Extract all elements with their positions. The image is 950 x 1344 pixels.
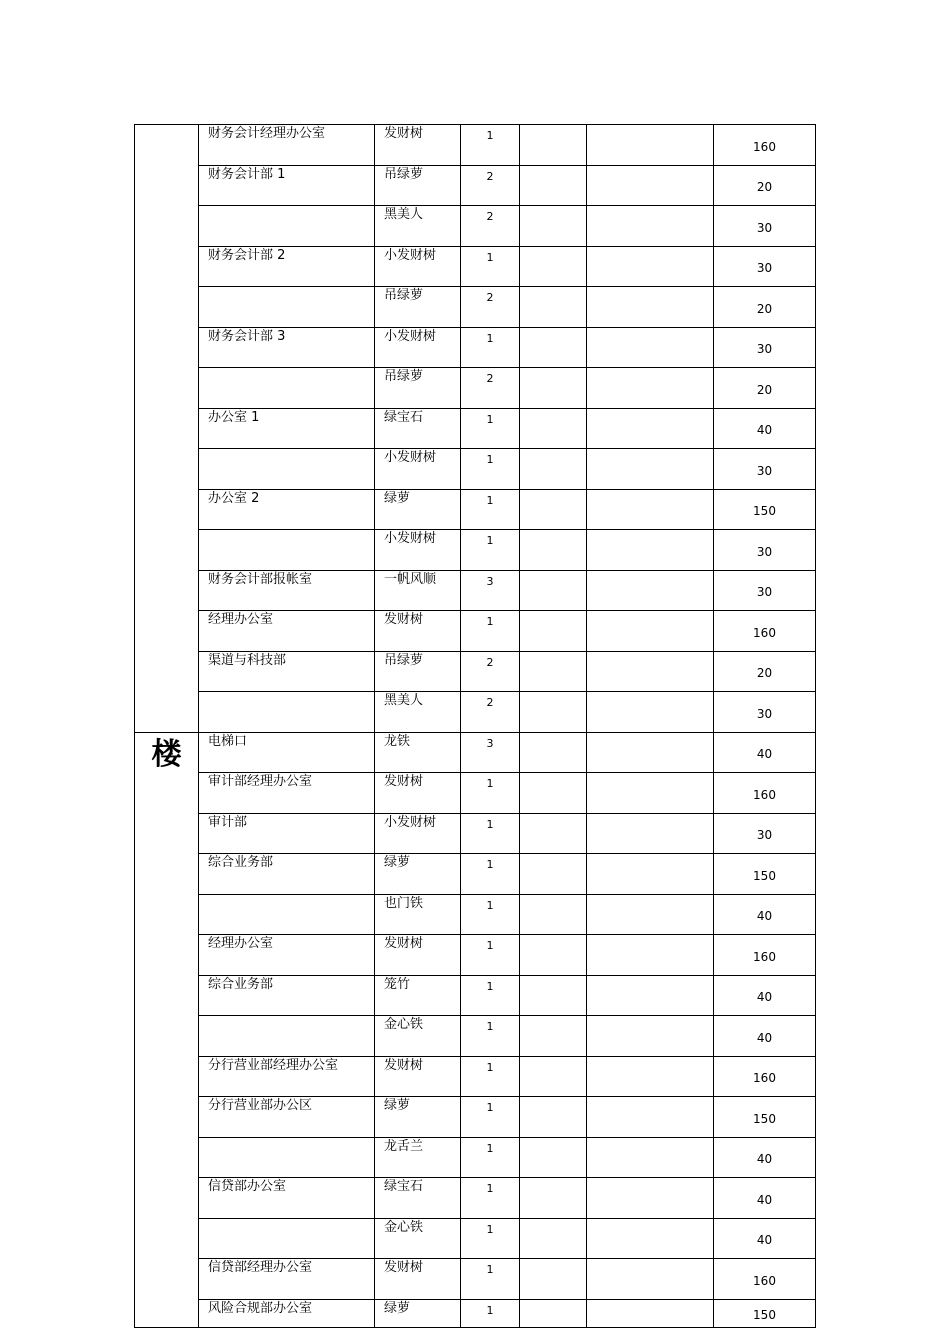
- price-cell: 30: [714, 813, 816, 854]
- plant-name-cell: 发财树: [375, 1056, 461, 1097]
- empty-cell: [587, 975, 714, 1016]
- table-row: [135, 894, 816, 935]
- table-row: [135, 935, 816, 976]
- price-cell: 150: [714, 854, 816, 895]
- empty-cell: [587, 1016, 714, 1057]
- price-cell: 160: [714, 1259, 816, 1300]
- empty-cell: [587, 368, 714, 409]
- plant-name-cell: 龙铁: [375, 732, 461, 773]
- plant-name-cell: 发财树: [375, 773, 461, 814]
- table-row: [135, 489, 816, 530]
- empty-cell: [520, 975, 587, 1016]
- empty-cell: [587, 1137, 714, 1178]
- table-row: [135, 206, 816, 247]
- table-row: [135, 1259, 816, 1300]
- plant-name-cell: 金心铁: [375, 1016, 461, 1057]
- empty-cell: [520, 165, 587, 206]
- table-row: [135, 611, 816, 652]
- quantity-cell: 1: [461, 489, 520, 530]
- price-cell: 40: [714, 408, 816, 449]
- quantity-cell: 2: [461, 287, 520, 328]
- empty-cell: [520, 1056, 587, 1097]
- location-cell: [199, 1137, 375, 1178]
- empty-cell: [587, 246, 714, 287]
- price-cell: 20: [714, 368, 816, 409]
- empty-cell: [520, 408, 587, 449]
- empty-cell: [520, 854, 587, 895]
- empty-cell: [520, 125, 587, 166]
- empty-cell: [520, 287, 587, 328]
- quantity-cell: 1: [461, 327, 520, 368]
- quantity-cell: 1: [461, 1056, 520, 1097]
- location-cell: 财务会计经理办公室: [199, 125, 375, 166]
- table-row: [135, 1218, 816, 1259]
- empty-cell: [520, 530, 587, 571]
- location-cell: 审计部: [199, 813, 375, 854]
- price-cell: 40: [714, 1218, 816, 1259]
- location-cell: 办公室 2: [199, 489, 375, 530]
- price-cell: 30: [714, 327, 816, 368]
- plant-name-cell: 黑美人: [375, 206, 461, 247]
- price-cell: 150: [714, 489, 816, 530]
- price-cell: 40: [714, 975, 816, 1016]
- plant-name-cell: 吊绿萝: [375, 287, 461, 328]
- location-cell: [199, 368, 375, 409]
- empty-cell: [587, 1218, 714, 1259]
- quantity-cell: 2: [461, 692, 520, 733]
- quantity-cell: 1: [461, 1299, 520, 1327]
- price-cell: 40: [714, 1016, 816, 1057]
- empty-cell: [520, 611, 587, 652]
- table-row: [135, 368, 816, 409]
- empty-cell: [587, 570, 714, 611]
- table-row: [135, 1299, 816, 1327]
- location-cell: [199, 206, 375, 247]
- location-cell: 办公室 1: [199, 408, 375, 449]
- plant-name-cell: 绿萝: [375, 1097, 461, 1138]
- plant-name-cell: 小发财树: [375, 813, 461, 854]
- quantity-cell: 1: [461, 813, 520, 854]
- empty-cell: [520, 246, 587, 287]
- plant-name-cell: 小发财树: [375, 449, 461, 490]
- plant-name-cell: 笼竹: [375, 975, 461, 1016]
- empty-cell: [587, 611, 714, 652]
- plant-name-cell: 小发财树: [375, 246, 461, 287]
- quantity-cell: 1: [461, 408, 520, 449]
- plant-table-body: [135, 125, 816, 1328]
- empty-cell: [520, 368, 587, 409]
- table-row: [135, 125, 816, 166]
- empty-cell: [520, 935, 587, 976]
- plant-name-cell: 绿萝: [375, 854, 461, 895]
- empty-cell: [520, 1299, 587, 1327]
- location-cell: 经理办公室: [199, 611, 375, 652]
- table-row: [135, 975, 816, 1016]
- quantity-cell: 1: [461, 1016, 520, 1057]
- location-cell: [199, 449, 375, 490]
- empty-cell: [587, 1178, 714, 1219]
- quantity-cell: 1: [461, 449, 520, 490]
- empty-cell: [587, 773, 714, 814]
- empty-cell: [520, 489, 587, 530]
- price-cell: 160: [714, 935, 816, 976]
- quantity-cell: 2: [461, 165, 520, 206]
- price-cell: 30: [714, 449, 816, 490]
- empty-cell: [520, 327, 587, 368]
- location-cell: 财务会计部 3: [199, 327, 375, 368]
- empty-cell: [520, 1016, 587, 1057]
- table-row: [135, 287, 816, 328]
- quantity-cell: 1: [461, 530, 520, 571]
- empty-cell: [587, 287, 714, 328]
- empty-cell: [587, 813, 714, 854]
- quantity-cell: 1: [461, 975, 520, 1016]
- plant-name-cell: 一帆风顺: [375, 570, 461, 611]
- price-cell: 160: [714, 1056, 816, 1097]
- floor-cell-upper: [135, 125, 199, 733]
- empty-cell: [587, 854, 714, 895]
- empty-cell: [587, 935, 714, 976]
- plant-name-cell: 绿宝石: [375, 1178, 461, 1219]
- price-cell: 40: [714, 1137, 816, 1178]
- empty-cell: [520, 813, 587, 854]
- table-row: [135, 692, 816, 733]
- price-cell: 160: [714, 773, 816, 814]
- table-row: [135, 327, 816, 368]
- table-row: [135, 530, 816, 571]
- empty-cell: [520, 449, 587, 490]
- empty-cell: [587, 489, 714, 530]
- table-row: [135, 449, 816, 490]
- location-cell: 审计部经理办公室: [199, 773, 375, 814]
- empty-cell: [520, 773, 587, 814]
- plant-table: [134, 124, 816, 1328]
- table-row: [135, 854, 816, 895]
- location-cell: [199, 530, 375, 571]
- plant-name-cell: 吊绿萝: [375, 165, 461, 206]
- table-row: [135, 773, 816, 814]
- quantity-cell: 1: [461, 125, 520, 166]
- quantity-cell: 3: [461, 732, 520, 773]
- location-cell: [199, 894, 375, 935]
- table-row: [135, 408, 816, 449]
- empty-cell: [587, 327, 714, 368]
- table-row: [135, 813, 816, 854]
- quantity-cell: 1: [461, 611, 520, 652]
- location-cell: 渠道与科技部: [199, 651, 375, 692]
- price-cell: 20: [714, 287, 816, 328]
- plant-name-cell: 吊绿萝: [375, 368, 461, 409]
- empty-cell: [520, 1097, 587, 1138]
- empty-cell: [520, 894, 587, 935]
- empty-cell: [520, 692, 587, 733]
- location-cell: 分行营业部经理办公室: [199, 1056, 375, 1097]
- empty-cell: [587, 894, 714, 935]
- empty-cell: [587, 1259, 714, 1300]
- empty-cell: [520, 1137, 587, 1178]
- location-cell: 财务会计部 1: [199, 165, 375, 206]
- plant-schedule-sheet: [134, 124, 815, 1322]
- empty-cell: [587, 1056, 714, 1097]
- price-cell: 30: [714, 206, 816, 247]
- quantity-cell: 1: [461, 1097, 520, 1138]
- location-cell: [199, 1016, 375, 1057]
- empty-cell: [587, 165, 714, 206]
- quantity-cell: 2: [461, 651, 520, 692]
- quantity-cell: 1: [461, 1137, 520, 1178]
- price-cell: 20: [714, 651, 816, 692]
- location-cell: 电梯口: [199, 732, 375, 773]
- location-cell: 综合业务部: [199, 975, 375, 1016]
- table-row: [135, 165, 816, 206]
- price-cell: 30: [714, 692, 816, 733]
- price-cell: 160: [714, 611, 816, 652]
- plant-name-cell: 小发财树: [375, 530, 461, 571]
- plant-name-cell: 发财树: [375, 611, 461, 652]
- table-row: [135, 1056, 816, 1097]
- location-cell: 信贷部经理办公室: [199, 1259, 375, 1300]
- table-row: [135, 1016, 816, 1057]
- table-row: [135, 570, 816, 611]
- location-cell: 风险合规部办公室: [199, 1299, 375, 1327]
- price-cell: 40: [714, 732, 816, 773]
- price-cell: 150: [714, 1097, 816, 1138]
- empty-cell: [520, 206, 587, 247]
- empty-cell: [587, 1097, 714, 1138]
- empty-cell: [520, 732, 587, 773]
- price-cell: 40: [714, 894, 816, 935]
- plant-name-cell: 发财树: [375, 1259, 461, 1300]
- location-cell: [199, 692, 375, 733]
- quantity-cell: 1: [461, 894, 520, 935]
- empty-cell: [520, 651, 587, 692]
- table-row: [135, 651, 816, 692]
- price-cell: 20: [714, 165, 816, 206]
- plant-name-cell: 吊绿萝: [375, 651, 461, 692]
- table-row: [135, 246, 816, 287]
- price-cell: 30: [714, 246, 816, 287]
- location-cell: 经理办公室: [199, 935, 375, 976]
- plant-name-cell: 绿宝石: [375, 408, 461, 449]
- quantity-cell: 1: [461, 773, 520, 814]
- plant-name-cell: 绿萝: [375, 1299, 461, 1327]
- price-cell: 160: [714, 125, 816, 166]
- empty-cell: [587, 651, 714, 692]
- quantity-cell: 2: [461, 206, 520, 247]
- table-row: [135, 1097, 816, 1138]
- plant-name-cell: 小发财树: [375, 327, 461, 368]
- empty-cell: [587, 408, 714, 449]
- quantity-cell: 2: [461, 368, 520, 409]
- plant-name-cell: 也门铁: [375, 894, 461, 935]
- empty-cell: [587, 530, 714, 571]
- location-cell: 财务会计部报帐室: [199, 570, 375, 611]
- price-cell: 150: [714, 1299, 816, 1327]
- quantity-cell: 1: [461, 1178, 520, 1219]
- empty-cell: [520, 1218, 587, 1259]
- floor-label: 楼: [151, 736, 182, 772]
- empty-cell: [520, 1178, 587, 1219]
- empty-cell: [520, 570, 587, 611]
- location-cell: 财务会计部 2: [199, 246, 375, 287]
- empty-cell: [587, 449, 714, 490]
- quantity-cell: 3: [461, 570, 520, 611]
- location-cell: 分行营业部办公区: [199, 1097, 375, 1138]
- plant-name-cell: 绿萝: [375, 489, 461, 530]
- price-cell: 40: [714, 1178, 816, 1219]
- quantity-cell: 1: [461, 246, 520, 287]
- location-cell: 综合业务部: [199, 854, 375, 895]
- table-row: [135, 1178, 816, 1219]
- empty-cell: [587, 1299, 714, 1327]
- location-cell: [199, 287, 375, 328]
- location-cell: [199, 1218, 375, 1259]
- plant-name-cell: 金心铁: [375, 1218, 461, 1259]
- quantity-cell: 1: [461, 1259, 520, 1300]
- quantity-cell: 1: [461, 935, 520, 976]
- plant-name-cell: 龙舌兰: [375, 1137, 461, 1178]
- plant-name-cell: 发财树: [375, 125, 461, 166]
- plant-name-cell: 黑美人: [375, 692, 461, 733]
- quantity-cell: 1: [461, 854, 520, 895]
- price-cell: 30: [714, 570, 816, 611]
- plant-name-cell: 发财树: [375, 935, 461, 976]
- empty-cell: [587, 732, 714, 773]
- table-row: [135, 732, 816, 773]
- floor-cell-lower: [135, 732, 199, 1327]
- empty-cell: [587, 206, 714, 247]
- table-row: [135, 1137, 816, 1178]
- location-cell: 信贷部办公室: [199, 1178, 375, 1219]
- empty-cell: [587, 125, 714, 166]
- quantity-cell: 1: [461, 1218, 520, 1259]
- price-cell: 30: [714, 530, 816, 571]
- empty-cell: [587, 692, 714, 733]
- empty-cell: [520, 1259, 587, 1300]
